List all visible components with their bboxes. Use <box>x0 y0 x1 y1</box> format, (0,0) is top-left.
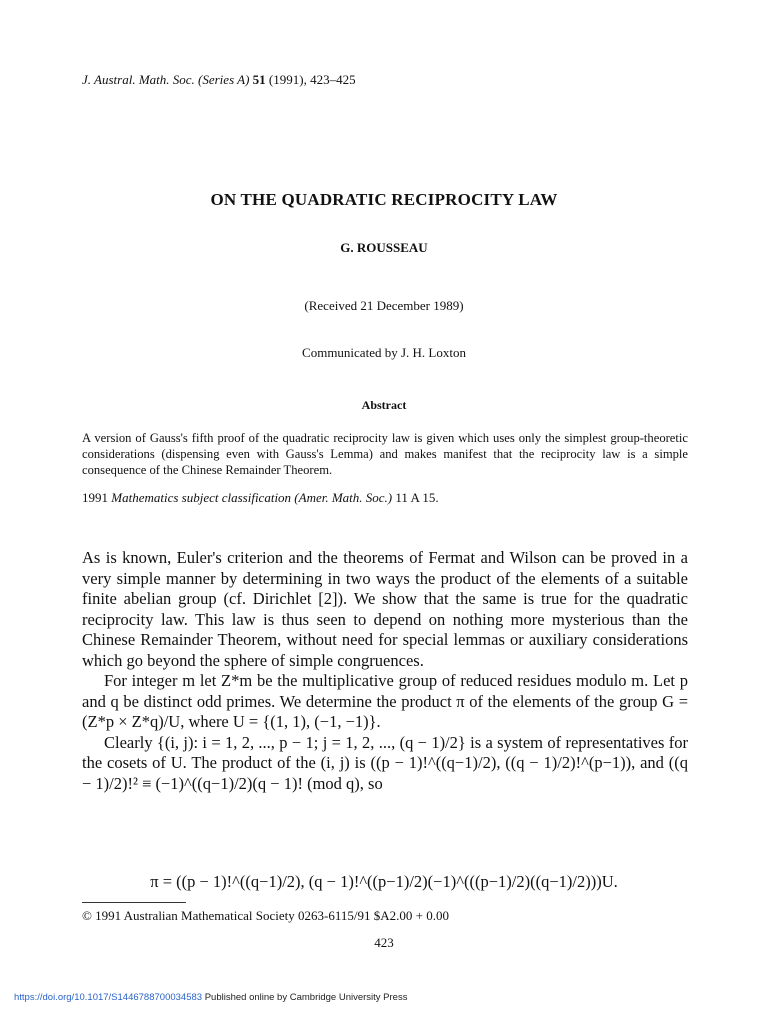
journal-name: J. Austral. Math. Soc. (Series A) <box>82 72 250 87</box>
msc-label: Mathematics subject classification (Amer. Math. Soc.) <box>111 490 393 505</box>
body-text <box>82 548 688 794</box>
journal-citation <box>82 72 356 88</box>
copyright-line: © 1991 Australian Mathematical Society 0263-6115/91 $A2.00 + 0.00 <box>82 908 449 923</box>
paragraph-2: For integer m let Z*m be the multiplicative group of reduced residues modulo m. Let p and q be distinct odd primes. We determine the product π of the elements of the group G = (Z*p × Z*q)/U, where U = {(1, 1), (−1, −1)}. <box>82 671 688 731</box>
published-online: Published online by Cambridge University Press <box>204 992 408 1003</box>
msc-code: 11 A 15. <box>395 490 439 505</box>
paper-title: ON THE QUADRATIC RECIPROCITY LAW <box>210 190 558 209</box>
doi-footer <box>14 992 407 1003</box>
communicated-by: Communicated by J. H. Loxton <box>302 345 466 360</box>
msc-year: 1991 <box>82 490 108 505</box>
journal-volume: 51 <box>252 72 266 87</box>
page-number: 423 <box>374 935 394 950</box>
abstract-heading: Abstract <box>361 398 407 412</box>
paper-author: G. ROUSSEAU <box>340 240 428 255</box>
msc-classification <box>82 490 439 506</box>
journal-year-pages: (1991), 423–425 <box>268 72 356 87</box>
paragraph-3: Clearly {(i, j): i = 1, 2, ..., p − 1; j = 1, 2, ..., (q − 1)/2} is a system of representatives for the cosets of U. The product of the (i, j) is ((p − 1)!^((q−1)/2), ((q − 1)/2)!^(p−1)), and ((q − 1)/2)!² ≡ (−1)^((q−1)/2)(q − 1)! (mod q), so <box>82 732 688 793</box>
paragraph-1: As is known, Euler's criterion and the theorems of Fermat and Wilson can be proved in a very simple manner by determining in two ways the product of the elements of a suitable finite abelian group (cf. Dirichlet [2]). We show that the same is true for the quadratic reciprocity law. This law is thus seen to depend on nothing more mysterious than the Chinese Remainder Theorem, without need for special lemmas or auxiliary considerations which go beyond the sphere of simple congruences. <box>82 548 688 670</box>
received-date: (Received 21 December 1989) <box>304 298 464 313</box>
abstract-text: A version of Gauss's fifth proof of the quadratic reciprocity law is given which uses only the simplest group-theoretic considerations (dispensing even with Gauss's Lemma) and makes manifest that the reciprocity law is a simple consequence of the Chinese Remainder Theorem. <box>82 431 688 477</box>
footnote-rule <box>82 902 186 903</box>
display-formula: π = ((p − 1)!^((q−1)/2), (q − 1)!^((p−1)/2)(−1)^(((p−1)/2)((q−1)/2)))U. <box>150 872 618 891</box>
doi-link[interactable]: https://doi.org/10.1017/S1446788700034583 <box>14 992 203 1003</box>
